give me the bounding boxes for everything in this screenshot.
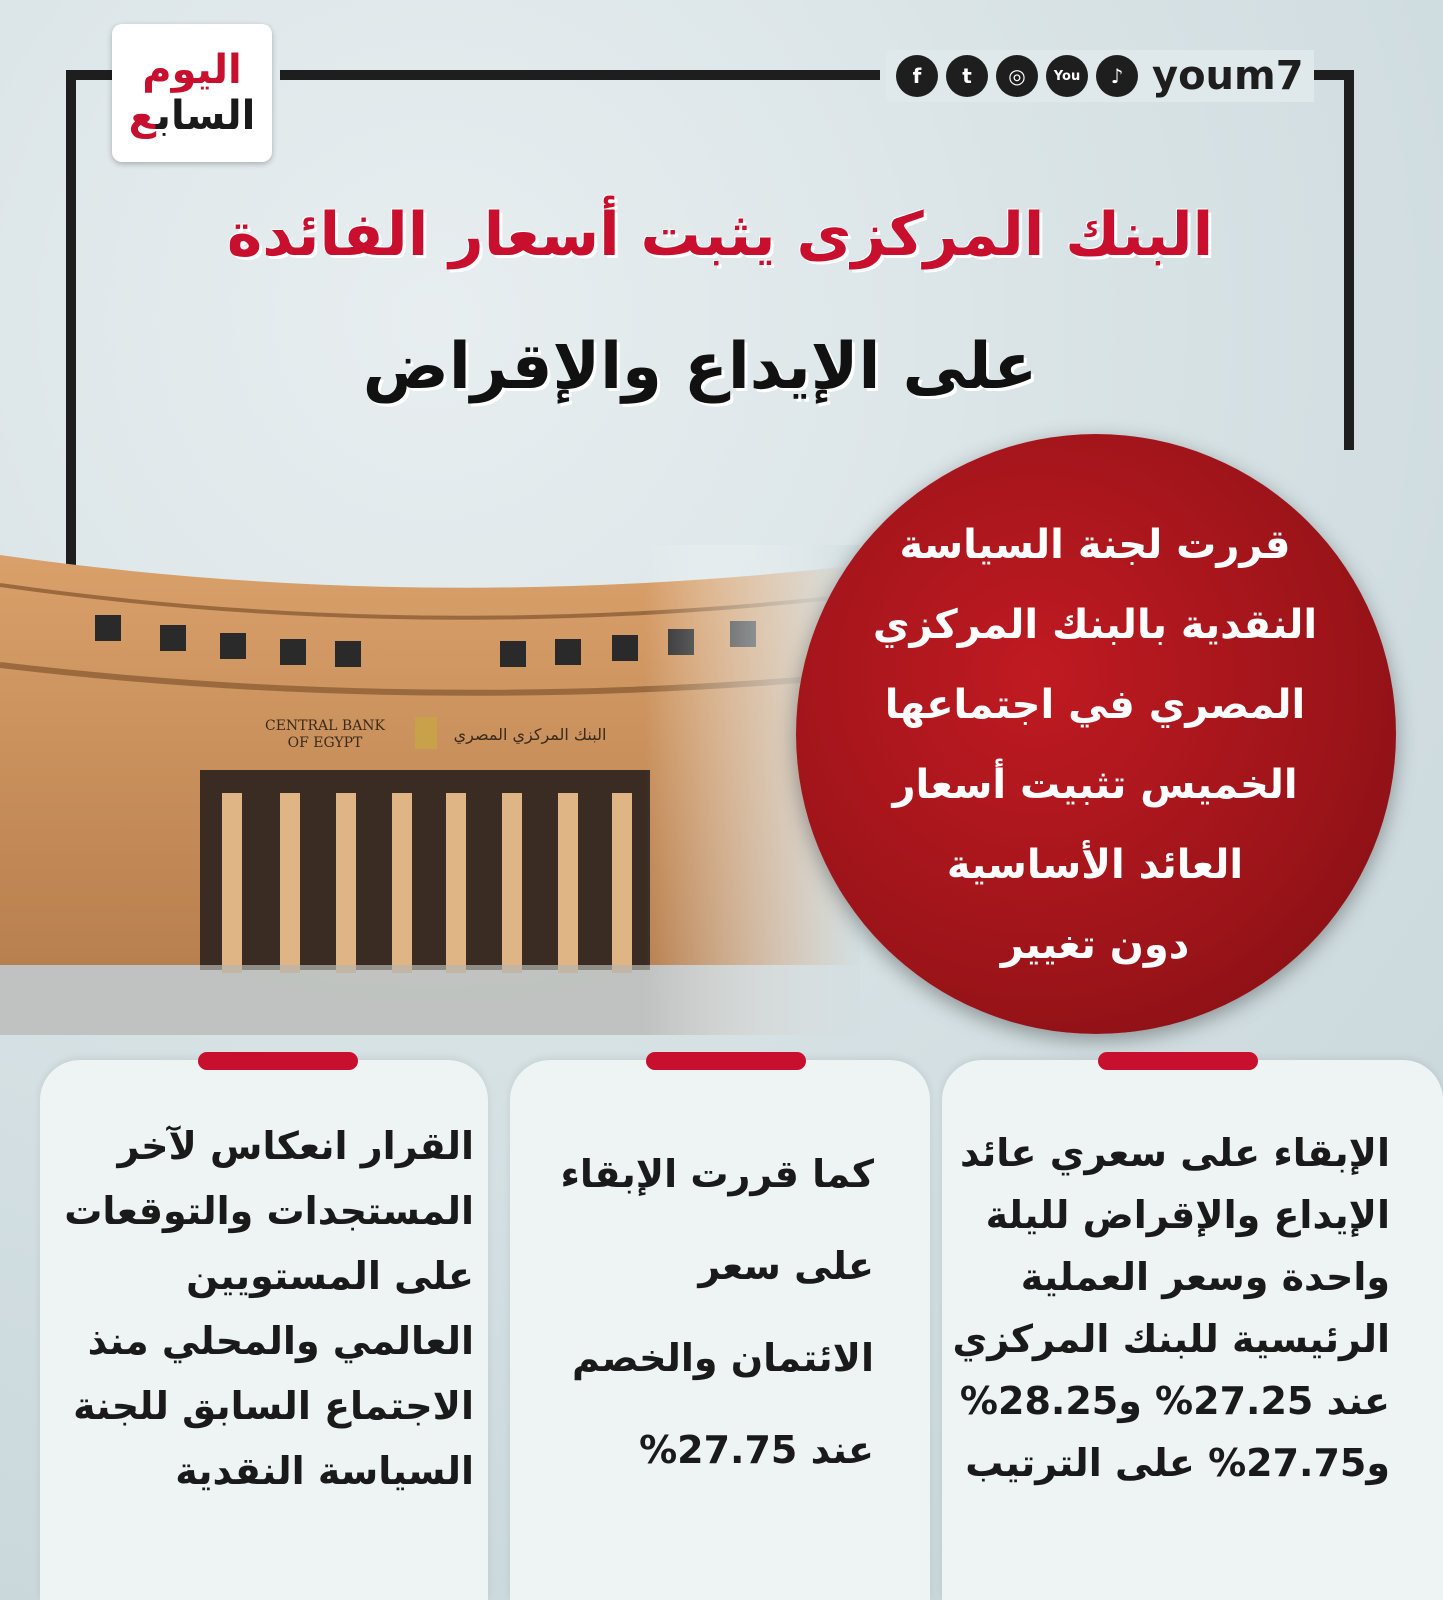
card-right-accent-bar (1098, 1052, 1258, 1070)
card-left-accent-bar (198, 1052, 358, 1070)
summary-line: دون تغيير (1000, 922, 1190, 968)
twitter-icon[interactable]: t (946, 55, 988, 97)
youm7-logo[interactable] (112, 24, 272, 162)
headline-line2: على الإيداع والإقراض (362, 330, 1038, 404)
card-right-text (952, 1122, 1390, 1494)
frame-top-middle (280, 70, 880, 80)
frame-right (1344, 70, 1354, 450)
card-left-line: على المستويين (186, 1254, 474, 1298)
card-middle-line: الائتمان والخصم (571, 1336, 874, 1380)
logo-line2 (129, 93, 256, 139)
card-right-line: واحدة وسعر العملية (1020, 1255, 1390, 1299)
summary-line: الخميس تثبيت أسعار (892, 762, 1298, 808)
tiktok-icon[interactable]: ♪ (1096, 55, 1138, 97)
summary-line: العائد الأساسية (946, 842, 1244, 888)
summary-line: النقدية بالبنك المركزي (872, 602, 1318, 648)
card-middle-line: عند 27.75% (639, 1428, 874, 1472)
card-right-line: الرئيسية للبنك المركزي (952, 1317, 1390, 1361)
logo-line2-accent: ع (128, 93, 156, 139)
instagram-icon[interactable]: ◎ (996, 55, 1038, 97)
card-left-line: الاجتماع السابق للجنة (73, 1384, 474, 1428)
card-middle-accent-bar (646, 1052, 806, 1070)
frame-left (66, 70, 76, 570)
card-left-line: السياسة النقدية (175, 1449, 474, 1493)
brand-name[interactable]: youm7 (1152, 53, 1304, 99)
summary-text (850, 505, 1340, 985)
central-bank-building-image (0, 545, 860, 1035)
logo-line1: اليوم (142, 47, 242, 93)
summary-line: قررت لجنة السياسة (899, 522, 1291, 568)
card-left-line: العالمي والمحلي منذ (87, 1319, 474, 1363)
card-middle-line: كما قررت الإبقاء (560, 1152, 874, 1196)
social-bar (886, 50, 1314, 102)
card-right-line: الإيداع والإقراض لليلة (985, 1193, 1390, 1237)
card-left-text (50, 1114, 474, 1504)
logo-line2-main: الساب (155, 93, 256, 139)
card-right-line: و27.75% على الترتيب (965, 1441, 1390, 1485)
card-left-line: المستجدات والتوقعات (64, 1189, 474, 1233)
youtube-icon[interactable]: You (1046, 55, 1088, 97)
card-middle-text (540, 1128, 874, 1496)
card-right-line: عند 27.25% و28.25% (959, 1379, 1390, 1423)
facebook-icon[interactable]: f (896, 55, 938, 97)
card-middle-line: على سعر (698, 1244, 874, 1288)
summary-line: المصري في اجتماعها (884, 682, 1306, 728)
card-left-line: القرار انعكاس لآخر (117, 1124, 474, 1168)
headline-line1: البنك المركزى يثبت أسعار الفائدة (226, 200, 1214, 270)
card-right-line: الإبقاء على سعري عائد (960, 1131, 1390, 1175)
